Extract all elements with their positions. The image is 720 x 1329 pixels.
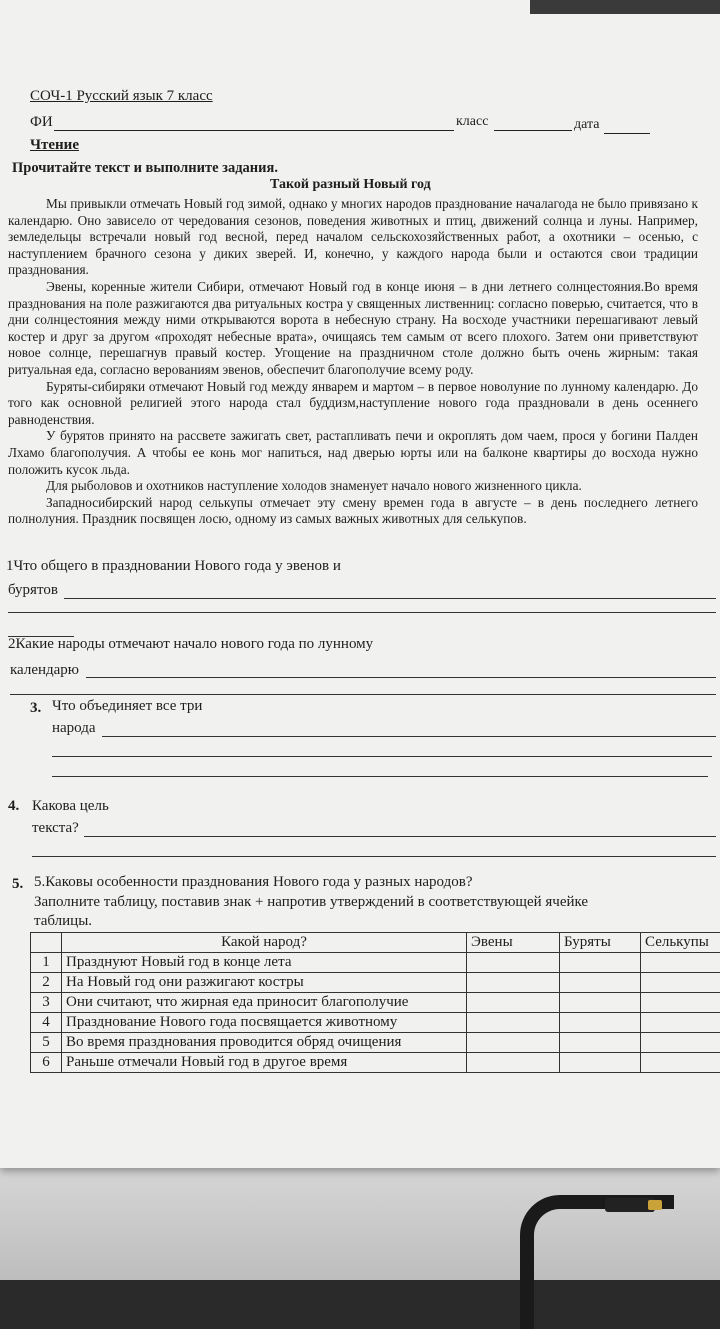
date-label: дата [574,117,599,133]
answer-line-3[interactable] [102,736,716,737]
question-4-text: Какова цель [32,798,109,815]
row-statement: На Новый год они разжигают костры [62,973,467,993]
question-5-text: 5.Каковы особенности празднования Нового года у разных народов? [34,874,472,891]
table-row [31,993,720,1013]
table-row [31,953,720,973]
cell-selkups[interactable] [641,1033,720,1053]
row-statement: Празднование Нового года посвящается животному [62,1013,467,1033]
answer-line-2b[interactable] [10,694,716,695]
row-statement: Во время празднования проводится обряд очищения [62,1033,467,1053]
table-row [31,1053,720,1073]
fio-field[interactable] [54,130,454,131]
reading-text [8,196,698,528]
question-5-instruction-cont: таблицы. [34,913,92,930]
cell-selkups[interactable] [641,1053,720,1073]
row-number: 5 [31,1033,62,1053]
row-number: 2 [31,973,62,993]
table-header-row [31,933,720,953]
cell-evens[interactable] [467,1013,560,1033]
question-4-number: 4. [8,798,19,815]
row-number: 6 [31,1053,62,1073]
answer-line-1b[interactable] [8,612,716,613]
instruction: Прочитайте текст и выполните задания. [12,160,278,177]
table-header-selkups: Селькупы [641,933,720,953]
question-2-text: 2Какие народы отмечают начало нового года по лунному [8,636,373,653]
table-header-nation: Какой народ? [62,933,467,953]
page-corner-shadow [530,0,720,14]
row-number: 4 [31,1013,62,1033]
cell-evens[interactable] [467,993,560,1013]
row-statement: Раньше отмечали Новый год в другое время [62,1053,467,1073]
cell-selkups[interactable] [641,1013,720,1033]
paragraph: Мы привыкли отмечать Новый год зимой, однако у многих народов празднование началагода не было привязано к календарю. Оно зависело от чередования сезонов, поведения животных и птиц, движений солнца и луны. Например, земледельцы встречали новый год весной, перед началом сельскохозяйственных работ, а охотники – осенью, с наступлением брачного сезона у диких зверей. И, конечно, у каждого народа были и остаются свои традиции празднования. [8,196,698,279]
question-1-text-cont: бурятов [8,582,58,599]
question-2-text-cont: календарю [10,662,79,679]
cell-buryats[interactable] [560,1053,641,1073]
paragraph: Буряты-сибиряки отмечают Новый год между январем и мартом – в первое новолуние по лунному календарю. До того как основной религией этого народа стал буддизм,наступление нового года праздновали в день осеннего равноденствия. [8,379,698,429]
answer-line-4b[interactable] [32,856,716,857]
question-3-text: Что объединяет все три [52,698,202,715]
paragraph: Для рыболовов и охотников наступление холодов знаменует начало нового жизненного цикла. [8,478,698,495]
paragraph: У бурятов принято на рассвете зажигать свет, растапливать печи и окроплять дом чаем, прося у богини Палден Лхамо благополучия. А чтобы ее конь мог напиться, над дверью юрты или на балконе квартиры до восхода нужно положить кусок льда. [8,428,698,478]
cable-plug-tip [648,1200,662,1210]
cell-buryats[interactable] [560,1033,641,1053]
question-5-number: 5. [12,876,23,893]
text-title: Такой разный Новый год [270,177,431,193]
cell-buryats[interactable] [560,973,641,993]
row-statement: Празднуют Новый год в конце лета [62,953,467,973]
question-4-text-cont: текста? [32,820,79,837]
table-header-evens: Эвены [467,933,560,953]
answer-table [30,932,720,1073]
table-row [31,1033,720,1053]
paragraph: Эвены, коренные жители Сибири, отмечают Новый год в конце июня – в дни летнего солнцестояния.Во время празднования на поле разжигаются два ритуальных костра у священных лиственниц: согласно поверью, считается, что в дни солнцестояния между ними открываются ворота в небесную страну. На восходе участники перешагивают левый костер и друг за другом «проходят небесные врата», очищаясь тем самым от всего плохого. Затем они приветствуют новое солнце, перешагнув правый костер. Угощение на праздничном столе должно быть очень жирным: такая ритуальная еда, согласно верованиям эвенов, обеспечит благополучие всему роду. [8,279,698,379]
cell-evens[interactable] [467,953,560,973]
class-field[interactable] [494,130,572,131]
cell-evens[interactable] [467,1053,560,1073]
answer-line-3c[interactable] [52,776,708,777]
table-header-buryats: Буряты [560,933,641,953]
question-3-number: 3. [30,700,41,717]
cell-selkups[interactable] [641,973,720,993]
question-1-text: 1Что общего в праздновании Нового года у эвенов и [6,558,341,575]
cell-selkups[interactable] [641,993,720,1013]
table-row [31,1013,720,1033]
fio-label: ФИ [30,114,53,131]
cell-selkups[interactable] [641,953,720,973]
charging-cable [520,1195,674,1329]
cell-buryats[interactable] [560,1013,641,1033]
answer-line-3b[interactable] [52,756,712,757]
table-row [31,973,720,993]
paragraph: Западносибирский народ селькупы отмечает эту смену времен года в августе – в день последнего летнего полнолуния. Праздник посвящен лосю, одному из самых важных животных для селькупов. [8,495,698,528]
answer-line-4[interactable] [84,836,716,837]
cell-buryats[interactable] [560,953,641,973]
row-number: 3 [31,993,62,1013]
question-5-instruction: Заполните таблицу, поставив знак + напротив утверждений в соответствующей ячейке [34,894,720,911]
class-label: класс [456,114,488,130]
section-label: Чтение [30,137,79,154]
cell-evens[interactable] [467,973,560,993]
date-field[interactable] [604,133,650,134]
table-header-num [31,933,62,953]
cell-buryats[interactable] [560,993,641,1013]
question-3-text-cont: народа [52,720,96,737]
row-statement: Они считают, что жирная еда приносит благополучие [62,993,467,1013]
cell-evens[interactable] [467,1033,560,1053]
answer-line-2[interactable] [86,677,716,678]
answer-line-1[interactable] [64,598,716,599]
row-number: 1 [31,953,62,973]
exam-title: СОЧ-1 Русский язык 7 класс [30,88,213,105]
